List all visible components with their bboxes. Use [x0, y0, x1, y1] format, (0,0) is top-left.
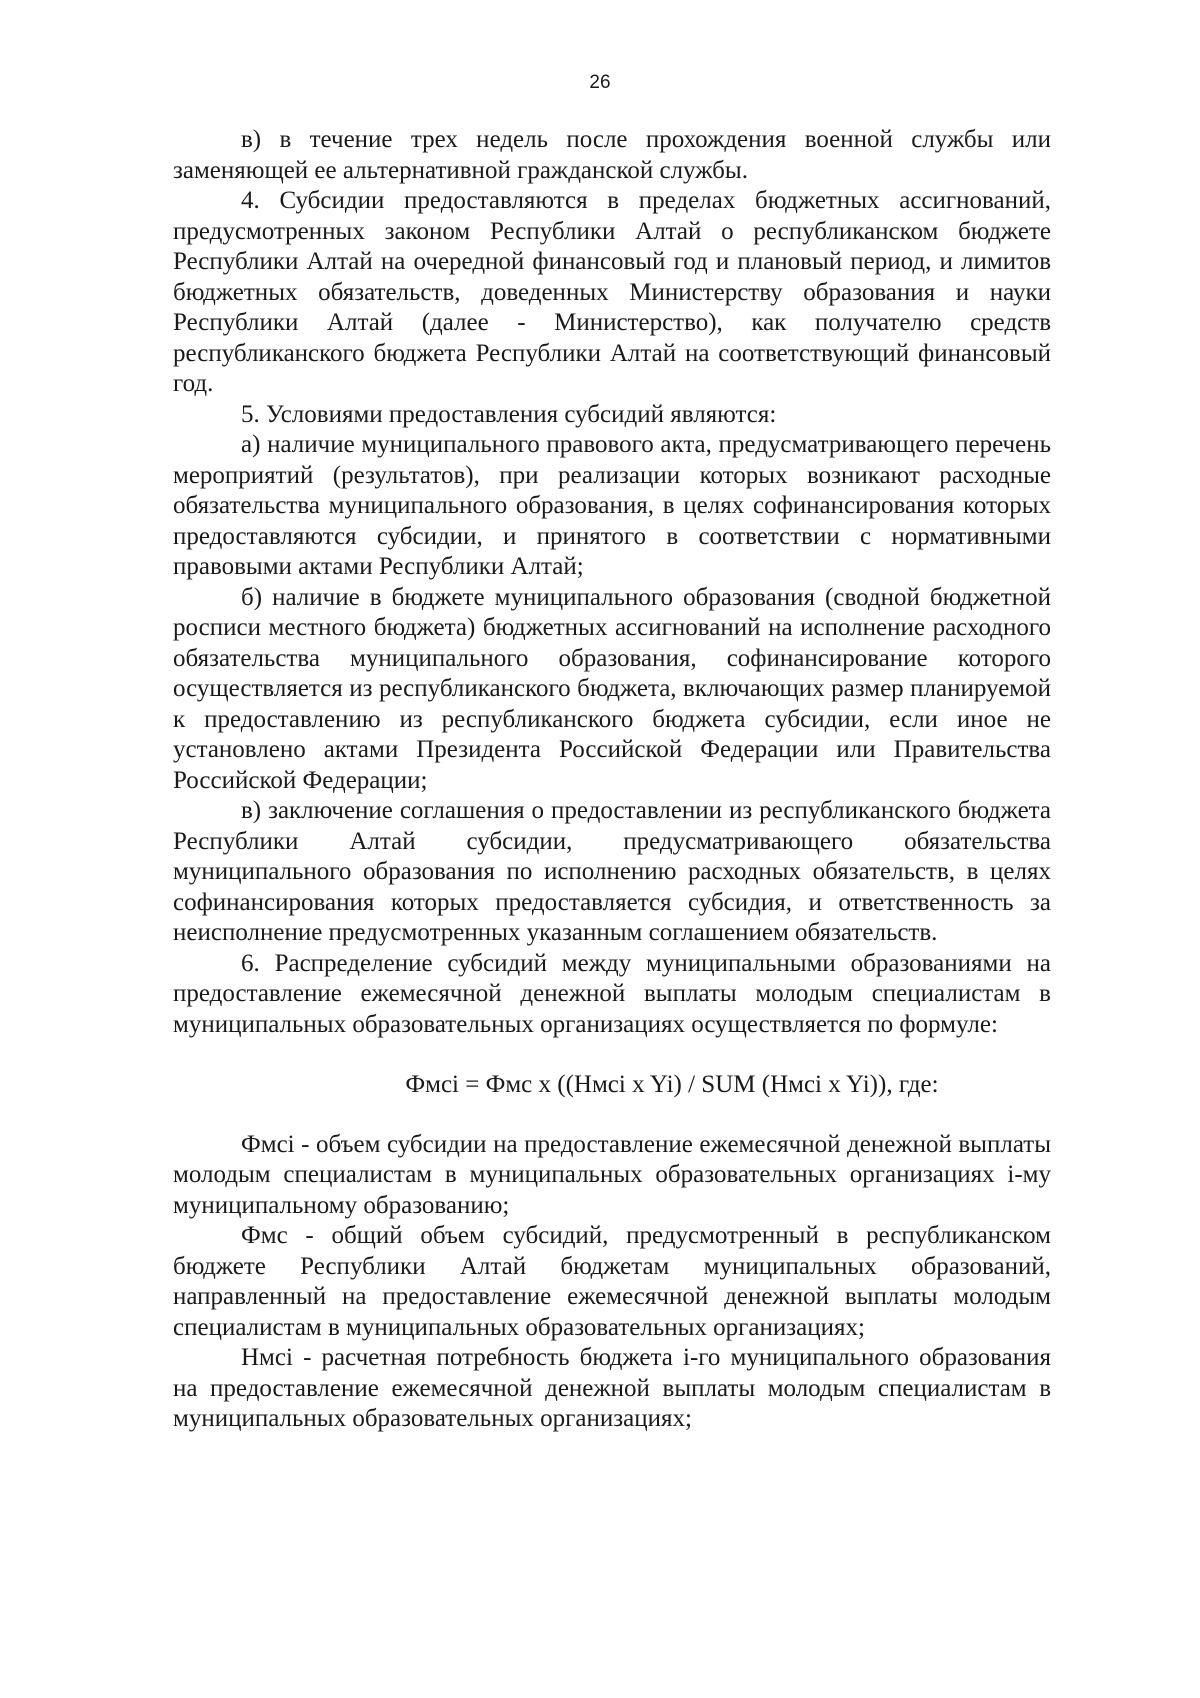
- document-body: [173, 125, 1051, 1435]
- paragraph-item-5: 5. Условиями предоставления субсидий являются:: [241, 400, 777, 428]
- paragraph-item-4: 4. Субсидии предоставляются в пределах бюджетных ассигнований, предусмотренных законом Республики Алтай о республиканском бюджете Республики Алтай на очередной финансовый год и плановый период, и лимитов бюджетных обязательств, доведенных Министерству образования и науки Республики Алтай (далее - Министерство), как получателю средств республиканского бюджета Республики Алтай на соответствующий финансовый год.: [173, 187, 1051, 397]
- page-number: 26: [589, 72, 611, 93]
- paragraph-military-service: в) в течение трех недель после прохождения военной службы или заменяющей ее альтернативной гражданской службы.: [173, 126, 1051, 184]
- paragraph-condition-a: а) наличие муниципального правового акта, предусматривающего перечень мероприятий (результатов), при реализации которых возникают расходные обязательства муниципального образования, в целях софинансирования которых предоставляются субсидии, и принятого в соответствии с нормативными правовыми актами Республики Алтай;: [173, 431, 1051, 580]
- paragraph-def-fms: Фмс - общий объем субсидий, предусмотренный в республиканском бюджете Республики Алтай бюджетам муниципальных образований, направленный на предоставление ежемесячной денежной выплаты молодым специалистам в муниципальных образовательных организациях;: [173, 1222, 1051, 1341]
- paragraph-item-6: 6. Распределение субсидий между муниципальными образованиями на предоставление ежемесячной денежной выплаты молодым специалистам в муниципальных образовательных организациях осуществляется по формуле:: [173, 949, 1051, 1038]
- paragraph-def-fmsi: Фмсi - объем субсидии на предоставление ежемесячной денежной выплаты молодым специалистам в муниципальных образовательных организациях i-му муниципальному образованию;: [173, 1130, 1051, 1219]
- paragraph-condition-b: б) наличие в бюджете муниципального образования (сводной бюджетной росписи местного бюджета) бюджетных ассигнований на исполнение расходного обязательства муниципального образования, софинансирование которого осуществляется из республиканского бюджета, включающих размер планируемой к предоставлению из республиканского бюджета субсидии, если иное не установлено актами Президента Российской Федерации или Правительства Российской Федерации;: [173, 583, 1051, 794]
- distribution-formula: Фмсi = Фмс x ((Нмсi x Yi) / SUM (Нмсi x Yi)), где:: [405, 1071, 939, 1098]
- paragraph-condition-v: в) заключение соглашения о предоставлении из республиканского бюджета Республики Алтай субсидии, предусматривающего обязательства муниципального образования по исполнению расходных обязательств, в целях софинансирования которых предоставляется субсидия, и ответственность за неисполнение предусмотренных указанным соглашением обязательств.: [173, 797, 1051, 946]
- paragraph-def-nmsi: Нмсi - расчетная потребность бюджета i-го муниципального образования на предоставление ежемесячной денежной выплаты молодым специалистам в муниципальных образовательных организациях;: [173, 1344, 1051, 1432]
